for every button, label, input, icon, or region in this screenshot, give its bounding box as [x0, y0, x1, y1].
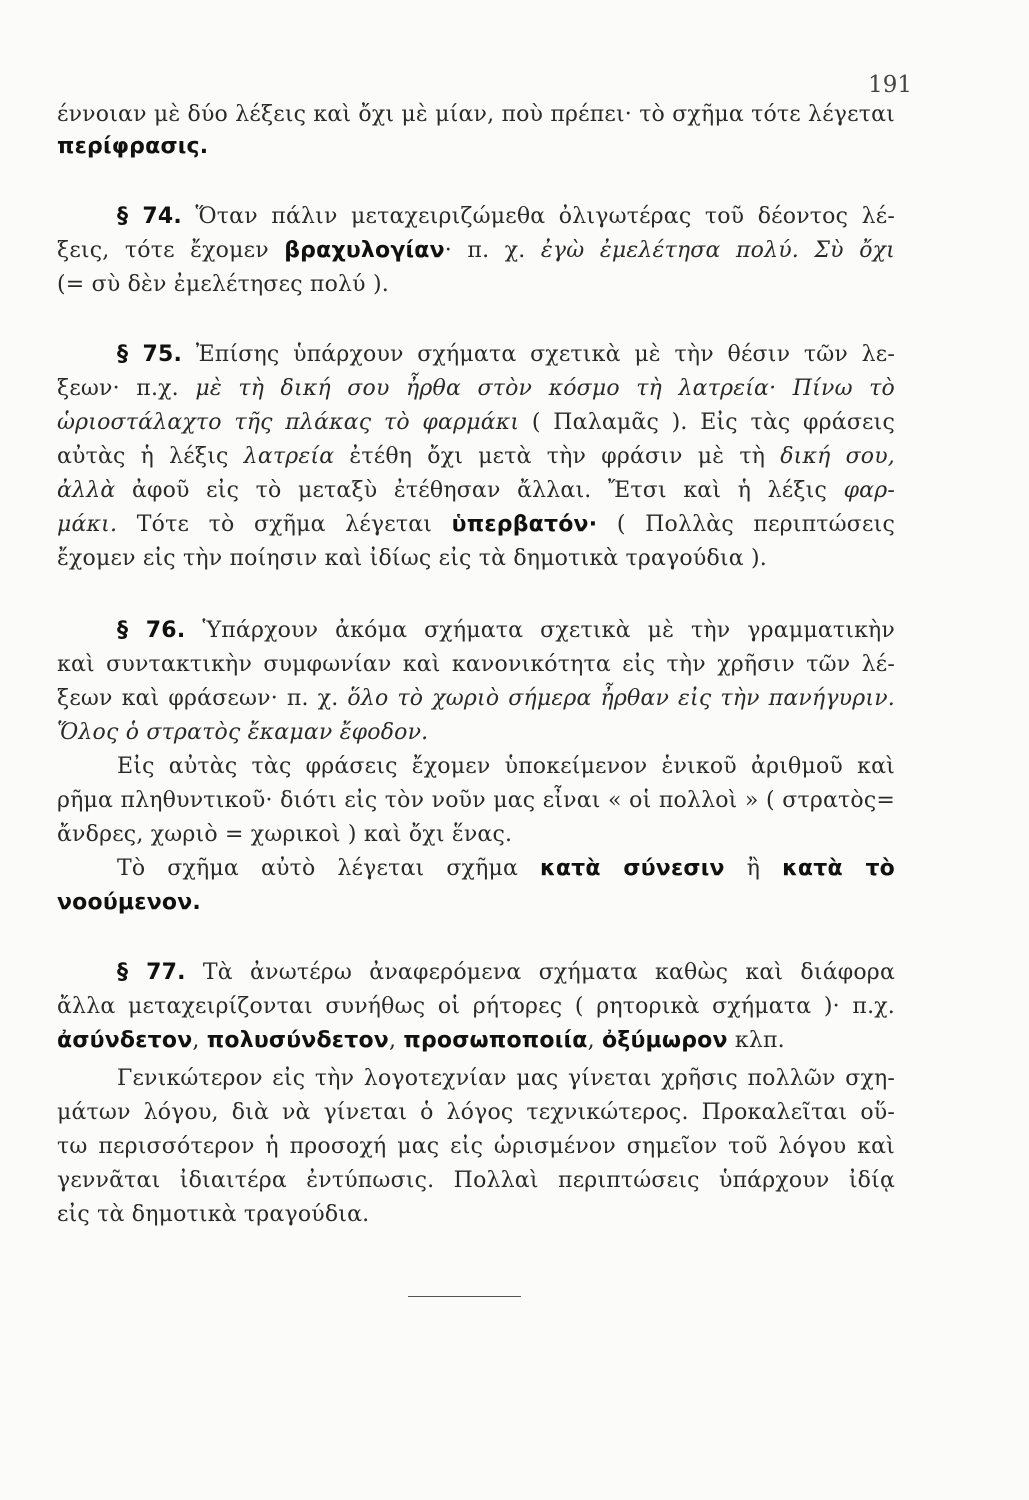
text-span: Ὑπάρχουν ἀκόμα σχήματα σχετικὰ μὲ τὴν γραμματικὴν: [202, 618, 895, 643]
text-line: [57, 236, 895, 266]
text-span: μάτων λόγου, διὰ νὰ γίνεται ὁ λόγος τεχνικώτερος. Προκαλεῖται οὕ-: [57, 1100, 895, 1125]
text-line: [57, 992, 895, 1022]
text-line: [57, 510, 895, 540]
example-text: ἀλλὰ: [57, 478, 116, 503]
text-line: [57, 544, 895, 574]
text-line: [57, 270, 895, 300]
text-span: αὐτὰς ἡ λέξις: [57, 444, 229, 469]
page-number: 191: [868, 72, 912, 98]
text-line: [57, 958, 895, 988]
text-span: ἔχομεν εἰς τὴν ποίησιν καὶ ἰδίως εἰς τὰ δημοτικὰ τραγούδια ).: [57, 546, 767, 571]
text-span: Γενικώτερον εἰς τὴν λογοτεχνίαν μας γίνεται χρῆσις πολλῶν σχη-: [117, 1066, 895, 1091]
section-number: § 76.: [117, 618, 186, 643]
text-span: ξεις, τότε ἔχομεν: [57, 238, 269, 263]
section-number: § 75.: [117, 342, 183, 367]
text-span: (= σὺ δὲν ἐμελέτησες πολύ ).: [57, 272, 389, 297]
intro-paragraph: [57, 100, 895, 162]
text-span: Τὰ ἀνωτέρω ἀναφερόμενα σχήματα καθὼς καὶ διάφορα: [202, 960, 895, 985]
text-span: ἐτέθη ὄχι μετὰ τὴν φράσιν μὲ τὴ: [349, 444, 766, 469]
text-span: ξεων καὶ φράσεων· π. χ.: [57, 686, 339, 711]
text-line: [57, 854, 895, 884]
term-prosopopoeia: προσωποποιία: [403, 1028, 588, 1053]
example-text: δική σου,: [780, 444, 895, 469]
text-line: [57, 442, 895, 472]
term-brachylogy: βραχυλογίαν: [284, 238, 445, 263]
text-line: ἀσύνδετον, πολυσύνδετον, προσωποποιία, ὀξύμωρον κλπ.: [57, 1028, 785, 1053]
example-text: ἐγὼ ἐμελέτησα πολύ. Σὺ ὄχι: [540, 238, 895, 263]
text-line: [57, 202, 895, 232]
text-span: ἄλλα μεταχειρίζονται συνήθως οἱ ρήτορες ( ρητορικὰ σχήματα )· π.χ.: [57, 994, 895, 1019]
term-nooumenon-start: κατὰ τὸ: [782, 856, 895, 881]
text-span: γεννᾶται ἰδιαιτέρα ἐντύπωσις. Πολλαὶ περιπτώσεις ὑπάρχουν ἰδίᾳ: [57, 1168, 895, 1193]
term-nooumenon-end: νοούμενον.: [57, 890, 201, 915]
text-span: έννοιαν μὲ δύο λέξεις καὶ ὄχι μὲ μίαν, ποὺ πρέπει· τὸ σχῆμα τότε λέγεται: [57, 102, 895, 127]
example-text: ὅλο τὸ χωριὸ σήμερα ἦρθαν εἰς τὴν πανήγυριν.: [347, 686, 895, 711]
section-number: § 74.: [117, 204, 182, 229]
section-75: [57, 340, 895, 574]
example-text: μὲ τὴ δική σου ἦρθα στὸν κόσμο τὴ λατρεία· Πίνω τὸ: [195, 376, 895, 401]
text-span: Ὅταν πάλιν μεταχειριζώμεθα ὀλιγωτέρας τοῦ δέοντος λέ-: [195, 204, 895, 229]
text-span: ξεων· π.χ.: [57, 376, 179, 401]
text-line: [57, 616, 895, 646]
term-polysyndeton: πολυσύνδετον: [206, 1028, 389, 1053]
end-rule-divider: [408, 1296, 521, 1297]
text-line: [57, 374, 895, 404]
text-span: Τὸ σχῆμα αὐτὸ λέγεται σχῆμα: [117, 856, 519, 881]
section-number: § 77.: [117, 960, 186, 985]
text-span: ρῆμα πληθυντικοῦ· διότι εἰς τὸν νοῦν μας εἶναι « οἱ πολλοὶ » ( στρατὸς=: [57, 788, 895, 813]
text-span: καὶ συντακτικὴν συμφωνίαν καὶ κανονικότητα εἰς τὴν χρῆσιν τῶν λέ-: [57, 652, 895, 677]
text-line: [57, 888, 895, 918]
text-line: [57, 684, 895, 714]
text-line: [57, 1166, 895, 1196]
section-74: [57, 202, 895, 300]
text-line: [57, 1098, 895, 1128]
text-line: [57, 1132, 895, 1162]
text-span: Τότε τὸ σχῆμα λέγεται: [136, 512, 433, 537]
text-span: ( Πολλὰς περιπτώσεις: [616, 512, 895, 537]
text-line: [57, 132, 895, 162]
section-76: [57, 616, 895, 918]
text-span: Ἐπίσης ὑπάρχουν σχήματα σχετικὰ μὲ τὴν θέσιν τῶν λε-: [195, 342, 895, 367]
text-span: · π. χ.: [444, 238, 526, 263]
text-line: [57, 340, 895, 370]
text-span: κλπ.: [734, 1028, 785, 1053]
text-line: [57, 408, 895, 438]
text-span: ( Παλαμᾶς ). Εἰς τὰς φράσεις: [531, 410, 895, 435]
text-line: [57, 100, 895, 130]
text-span: ἢ: [746, 856, 761, 881]
text-line: [57, 820, 895, 850]
text-line: [57, 1064, 895, 1094]
text-line: [57, 786, 895, 816]
example-text: μάκι.: [57, 512, 118, 537]
term-periphrasis: περίφρασις.: [57, 134, 209, 159]
example-text: Ὅλος ὁ στρατὸς ἔκαμαν ἔφοδον.: [57, 720, 429, 745]
example-text: λατρεία: [243, 444, 335, 469]
text-line: [57, 752, 895, 782]
text-line: [57, 1200, 895, 1230]
text-span: ἄνδρες, χωριὸ = χωρικοὶ ) καὶ ὄχι ἕνας.: [57, 822, 513, 847]
text-span: εἰς τὰ δημοτικὰ τραγούδια.: [57, 1202, 370, 1227]
term-hyperbaton: ὑπερβατόν·: [451, 512, 598, 537]
text-span: τω περισσότερον ἡ προσοχή μας εἰς ὡρισμένον σημεῖον τοῦ λόγου καὶ: [57, 1134, 895, 1159]
term-synesis: κατὰ σύνεσιν: [540, 856, 725, 881]
example-text: ὡριοστάλαχτο τῆς πλάκας τὸ φαρμάκι: [57, 410, 520, 435]
text-span: Εἰς αὐτὰς τὰς φράσεις ἔχομεν ὑποκείμενον ἑνικοῦ ἀριθμοῦ καὶ: [117, 754, 895, 779]
text-span: ἀφοῦ εἰς τὸ μεταξὺ ἐτέθησαν ἄλλαι. Ἔτσι καὶ ἡ λέξις: [131, 478, 828, 503]
term-asyndeton: ἀσύνδετον: [57, 1028, 193, 1053]
text-line: [57, 718, 895, 748]
text-line: [57, 476, 895, 506]
text-line: [57, 650, 895, 680]
term-oxymoron: ὀξύμωρον: [601, 1028, 728, 1053]
section-77: [57, 958, 895, 1230]
example-text: φαρ-: [843, 478, 895, 503]
